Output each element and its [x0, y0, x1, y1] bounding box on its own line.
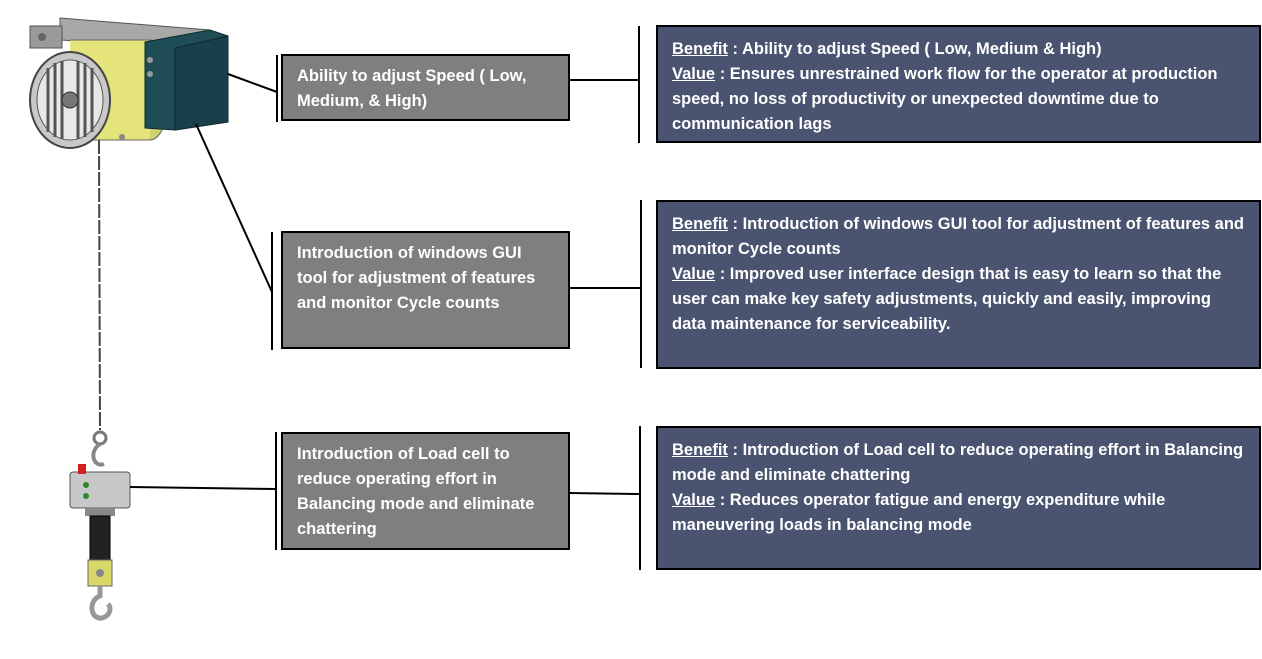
benefit-text: : Ability to adjust Speed ( Low, Medium & High) [727, 40, 1102, 58]
value-line [672, 62, 1245, 137]
value-label: Value [672, 65, 716, 83]
benefit-line [672, 212, 1245, 262]
feature-label: Introduction of windows GUI tool for adjustment of features and monitor Cycle counts [297, 244, 536, 312]
benefit-label: Benefit [672, 40, 728, 58]
value-text: : Improved user interface design that is easy to learn so that the user can make key safety adjustments, quickly and easily, improving data maintenance for serviceability. [672, 265, 1222, 333]
value-label: Value [672, 265, 716, 283]
feature-box-load-cell [281, 432, 570, 550]
benefit-text: : Introduction of windows GUI tool for adjustment of features and monitor Cycle counts [672, 215, 1244, 258]
feature-label: Introduction of Load cell to reduce operating effort in Balancing mode and eliminate chattering [297, 445, 535, 538]
benefit-label: Benefit [672, 215, 728, 233]
load-cell-handle-icon [70, 432, 130, 618]
value-text: : Ensures unrestrained work flow for the operator at production speed, no loss of productivity or unexpected downtime due to communication lags [672, 65, 1218, 133]
feature-box-gui [281, 231, 570, 349]
wire-rope [99, 140, 100, 430]
benefit-line [672, 37, 1245, 62]
value-label: Value [672, 491, 716, 509]
value-text: : Reduces operator fatigue and energy expenditure while maneuvering loads in balancing mode [672, 491, 1166, 534]
benefit-line [672, 438, 1245, 488]
value-line [672, 488, 1245, 538]
benefit-box-speed [656, 25, 1261, 143]
benefit-label: Benefit [672, 441, 728, 459]
benefit-box-gui [656, 200, 1261, 369]
benefit-box-load-cell [656, 426, 1261, 570]
feature-box-speed [281, 54, 570, 121]
benefit-text: : Introduction of Load cell to reduce operating effort in Balancing mode and eliminate chattering [672, 441, 1244, 484]
feature-label: Ability to adjust Speed ( Low, Medium, & High) [297, 67, 527, 110]
value-line [672, 262, 1245, 337]
